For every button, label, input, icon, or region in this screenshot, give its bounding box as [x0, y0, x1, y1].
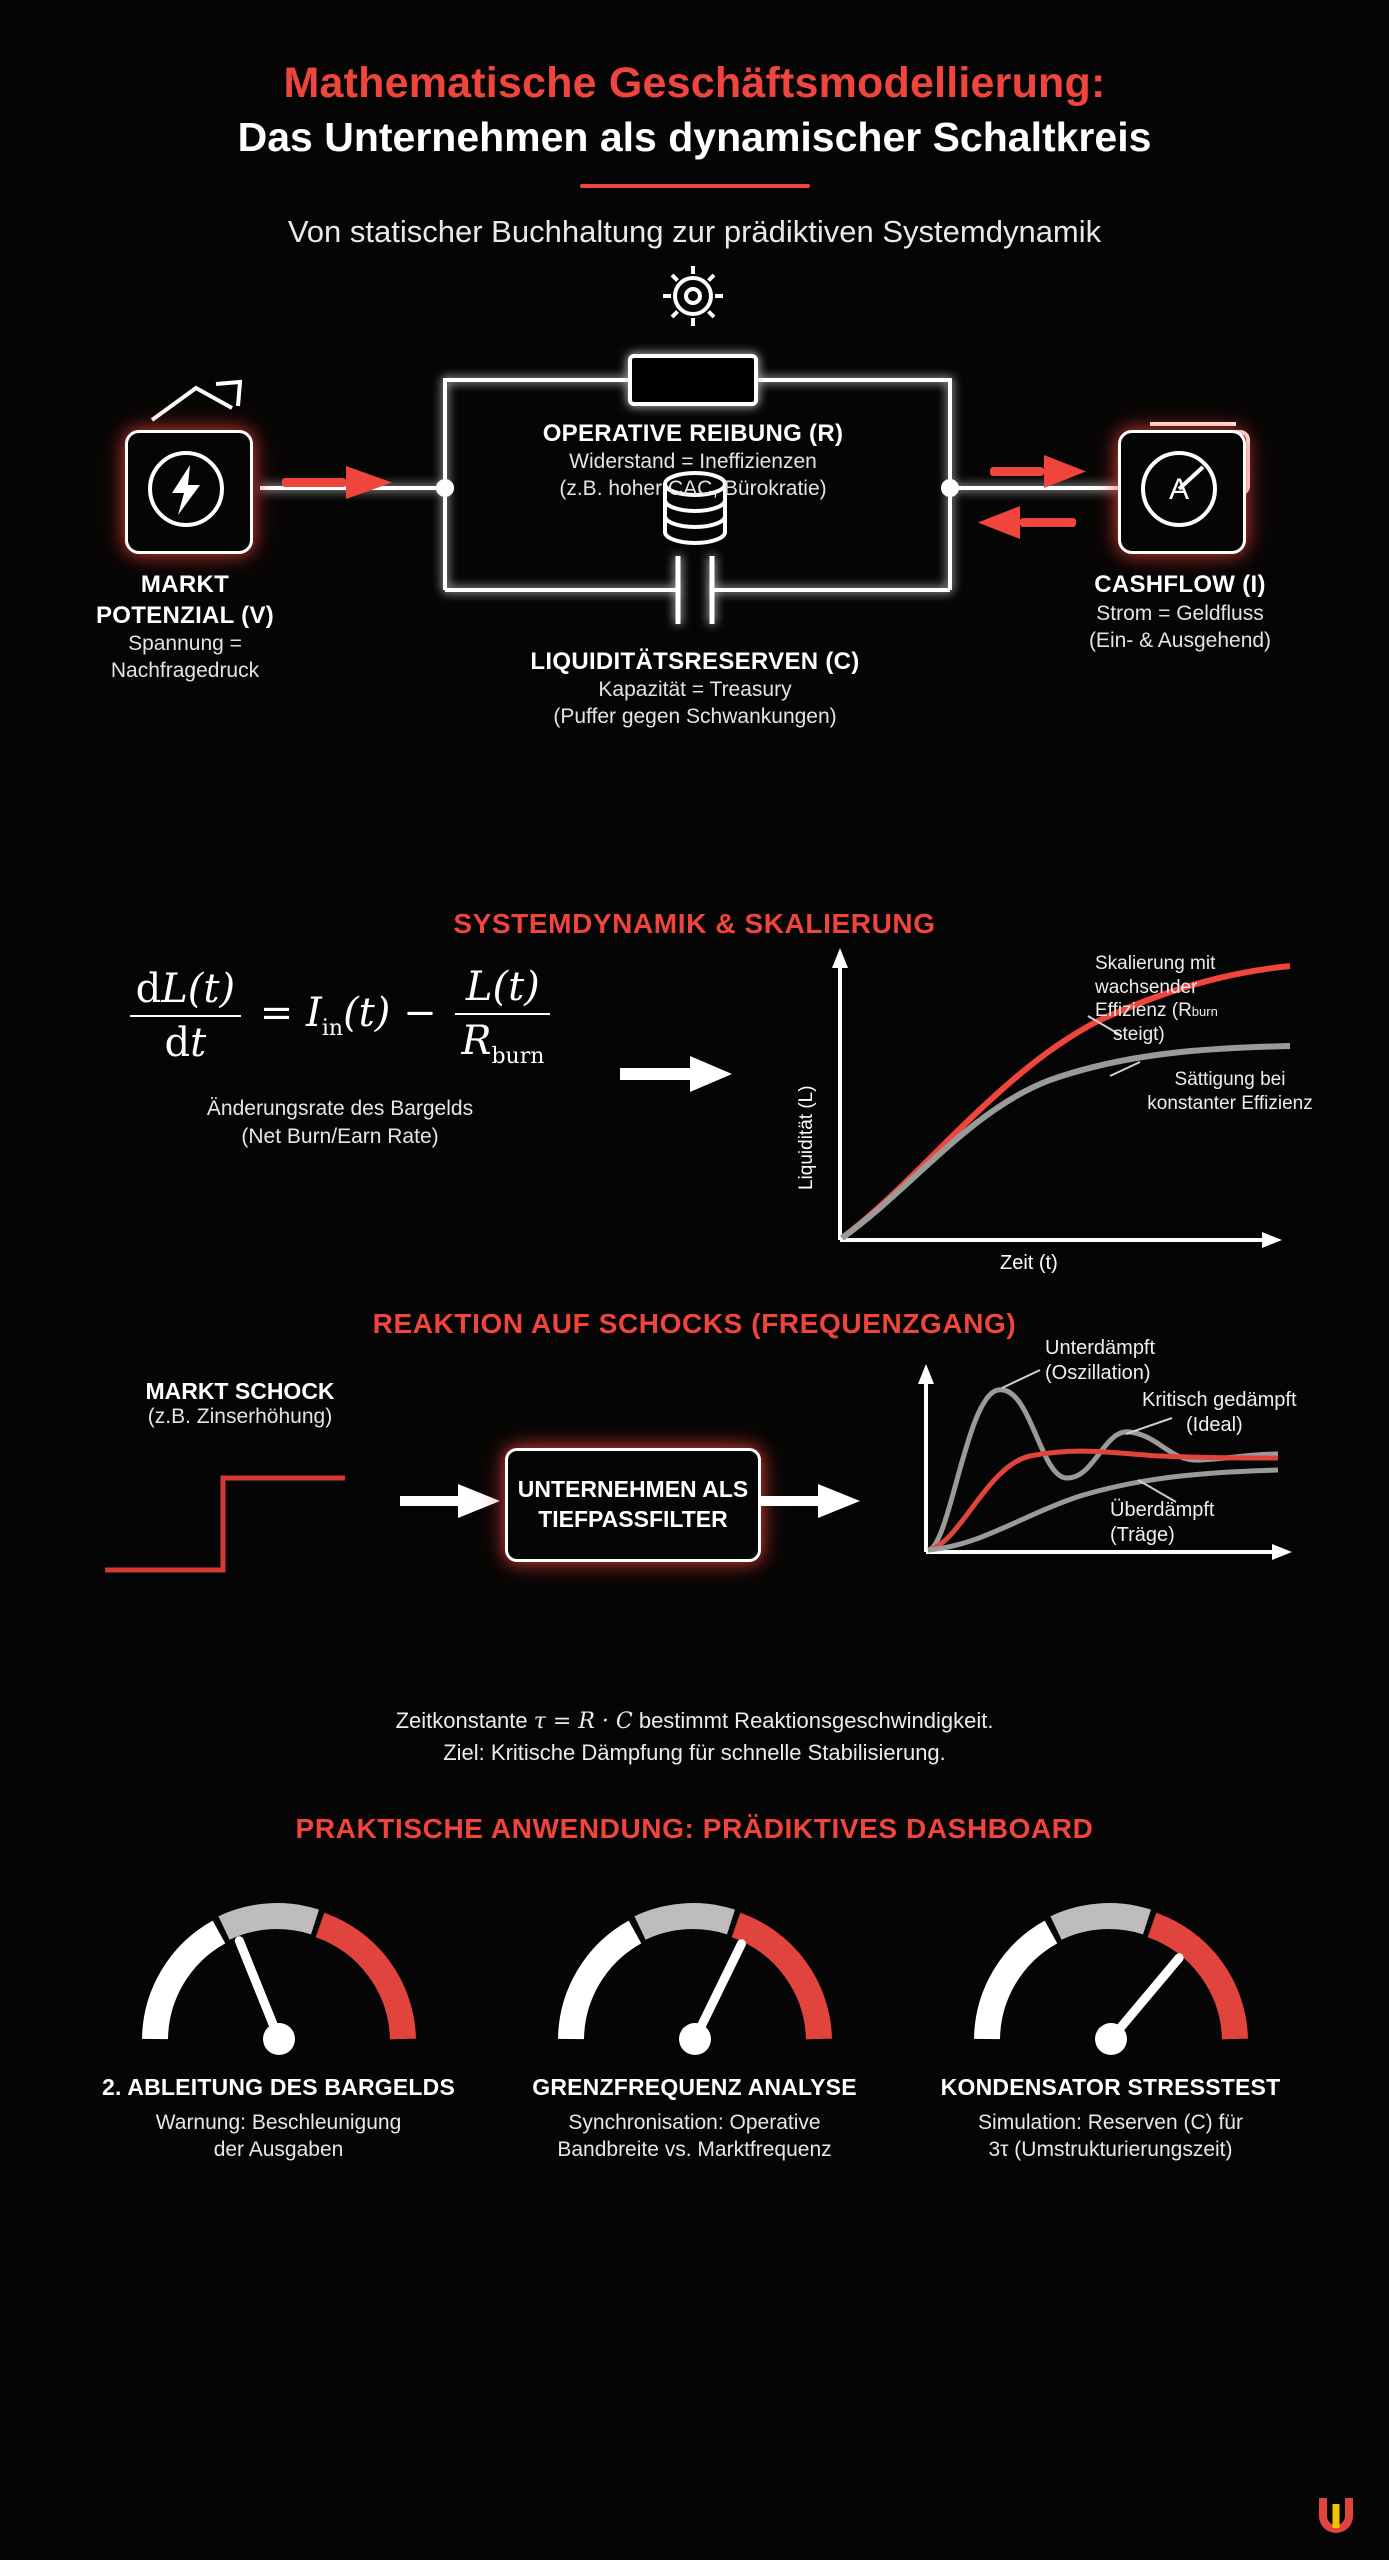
shock-heading: REAKTION AUF SCHOCKS (FREQUENZGANG) — [372, 1307, 1017, 1339]
formula-to-chart-arrow — [620, 1050, 740, 1100]
chart-y-axis-label: Liquidität (L) — [796, 1085, 817, 1190]
circuit-diagram — [0, 260, 1389, 920]
gauge-row — [0, 1879, 1389, 2164]
page-title-line1: Mathematische Geschäftsmodellierung: — [283, 59, 1106, 107]
junction-dot-left — [436, 479, 454, 497]
formula-expression: $\frac{dL(t)}{dt}$ = $I_{in}(t)$ − $\frac{L(t)}{R_{burn}}$ — [124, 990, 557, 1036]
junction-dot-right — [941, 479, 959, 497]
capacitor-symbol — [678, 556, 712, 624]
current-arrow-out-bottom — [978, 506, 1076, 539]
gauge-hub — [1095, 2023, 1127, 2055]
time-constant-line1: Zeitkonstante τ = R · C bestimmt Reaktionsgeschwindigkeit. — [395, 1707, 994, 1734]
gauge-dial — [961, 1879, 1261, 2059]
gauge-card-cash-derivative[interactable] — [89, 1879, 469, 2164]
market-potential-label: MARKT POTENZIAL (V) Spannung = Nachfragedruck — [95, 570, 275, 683]
dynamics-section — [0, 940, 1389, 1300]
shock-section — [0, 1336, 1389, 1700]
step-input-signal — [95, 1458, 425, 1588]
current-arrow-in — [282, 466, 392, 499]
lightning-bolt-icon — [128, 433, 244, 545]
shock-output-arrow — [760, 1480, 870, 1526]
lowpass-filter-box[interactable] — [505, 1448, 761, 1562]
dynamics-heading: SYSTEMDYNAMIK & SKALIERUNG — [453, 907, 936, 939]
operative-friction-label: OPERATIVE REIBUNG (R) Widerstand = Ineffizienzen (z.B. hoher CAC, Bürokratie) — [542, 419, 844, 501]
brand-logo-icon — [1313, 2488, 1359, 2536]
gauge-card-capacitor-stresstest[interactable] — [921, 1879, 1301, 2164]
chart-note-scaling: Skalierung mit wachsender Effizienz (Rburn steigt) — [1095, 952, 1218, 1046]
page-header — [0, 0, 1389, 250]
gauge-title: KONDENSATOR STRESSTEST — [940, 2073, 1281, 2100]
liquidity-ode-formula — [60, 964, 620, 1152]
response-note-underdamped: Unterdämpft (Oszillation) — [1045, 1336, 1156, 1384]
time-constant-line2: Ziel: Kritische Dämpfung für schnelle Stabilisierung. — [443, 1739, 946, 1765]
title-divider — [580, 184, 810, 188]
gauge-dial — [545, 1879, 845, 2059]
page-title-line2: Das Unternehmen als dynamischer Schaltkreis — [237, 113, 1152, 160]
filter-box-text: UNTERNEHMEN ALS TIEFPASSFILTER — [517, 1476, 749, 1532]
gauge-card-cutoff-frequency[interactable] — [505, 1879, 885, 2164]
current-arrow-out-top — [990, 455, 1086, 488]
gauge-description: Warnung: Beschleunigung der Ausgaben — [155, 2110, 402, 2162]
response-note-critical: Kritisch gedämpft (Ideal) — [1142, 1388, 1297, 1436]
time-constant-caption — [0, 1706, 1389, 1769]
ammeter-icon — [1121, 433, 1237, 545]
shock-input-arrow — [400, 1480, 510, 1526]
chart-x-axis-label: Zeit (t) — [1000, 1251, 1058, 1274]
cashflow-meter-node[interactable] — [1118, 430, 1246, 554]
gauge-hub — [263, 2023, 295, 2055]
page-subtitle: Von statischer Buchhaltung zur prädiktiven Systemdynamik — [287, 213, 1102, 249]
resistor-symbol — [630, 356, 756, 404]
market-shock-label: MARKT SCHOCK (z.B. Zinserhöhung) — [145, 1377, 335, 1428]
liquidity-reserves-label: LIQUIDITÄTSRESERVEN (C) Kapazität = Treasury (Puffer gegen Schwankungen) — [530, 647, 860, 729]
gauge-title: 2. ABLEITUNG DES BARGELDS — [101, 2073, 455, 2100]
gear-icon — [663, 266, 723, 326]
svg-text:A: A — [1168, 472, 1190, 506]
gauge-description: Simulation: Reserven (C) für 3τ (Umstrukturierungszeit) — [978, 2110, 1243, 2162]
dashboard-heading: PRAKTISCHE ANWENDUNG: PRÄDIKTIVES DASHBOARD — [295, 1812, 1094, 1844]
chart-note-saturation: Sättigung bei konstanter Effizienz — [1147, 1068, 1313, 1114]
gauge-dial — [129, 1879, 429, 2059]
cashflow-label: CASHFLOW (I) Strom = Geldfluss (Ein- & Ausgehend) — [1088, 570, 1272, 652]
response-note-overdamped: Überdämpft (Träge) — [1110, 1498, 1215, 1546]
gauge-description: Synchronisation: Operative Bandbreite vs. Marktfrequenz — [557, 2110, 832, 2162]
formula-caption: Änderungsrate des Bargelds (Net Burn/Earn Rate) — [206, 1096, 474, 1149]
market-potential-node[interactable] — [125, 430, 253, 554]
gauge-title: GRENZFREQUENZ ANALYSE — [532, 2073, 857, 2100]
gauge-hub — [679, 2023, 711, 2055]
